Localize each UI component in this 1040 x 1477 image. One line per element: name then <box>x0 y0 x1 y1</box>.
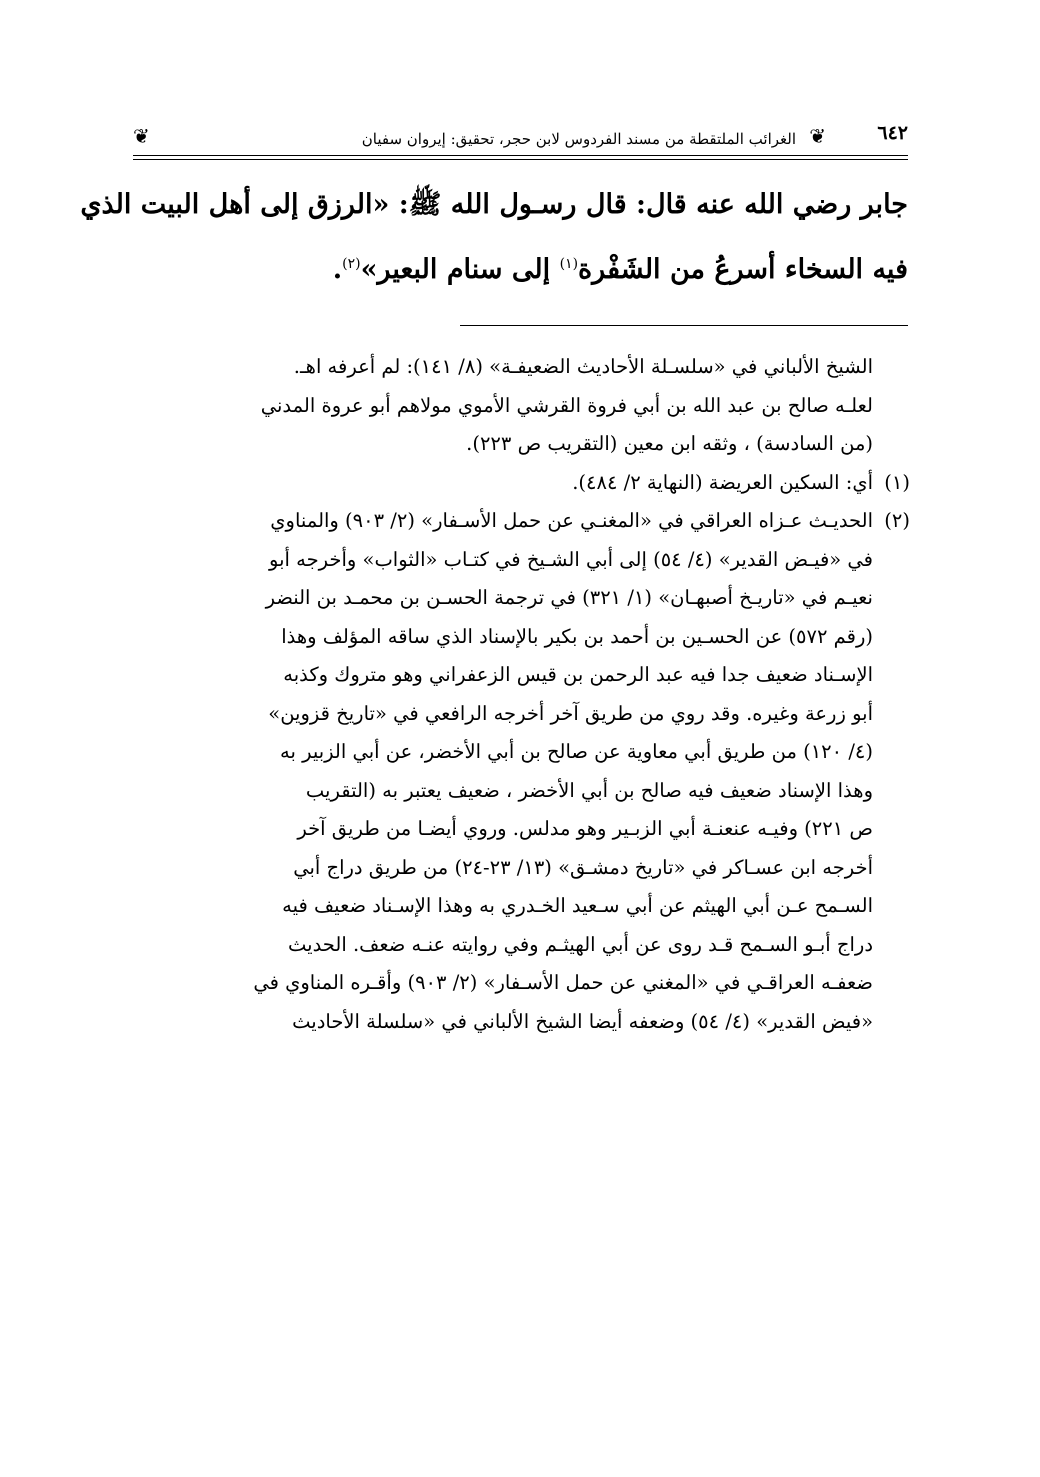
footnote-2-line: أبو زرعة وغيره. وقد روي من طريق آخر أخرجه الرافعي في «تاريخ قزوين» <box>268 701 873 725</box>
footnote-2-line: الإسـناد ضعيف جدا فيه عبد الرحمن بن قيس الزعفراني وهو متروك وكذبه <box>283 663 873 686</box>
running-header <box>133 120 908 156</box>
footnote-1 <box>133 464 908 503</box>
header-rule <box>133 155 908 156</box>
footnote-2-text: الحديـث عـزاه العراقي في «المغنـي عن حمل الأسـفار» (٢/ ٩٠٣) والمناوي <box>270 509 873 532</box>
header-ornament-right-icon: ❦ <box>809 124 826 148</box>
footnote-2-line: نعيـم في «تاريـخ أصبهـان» (١/ ٣٢١) في ترجمة الحسـن بن محمـد بن النضر <box>265 586 873 609</box>
footnote-2-line: ص ٢٢١) وفيـه عنعنـة أبي الزبـير وهو مدلس. وروي أيضـا من طريق آخر <box>297 817 873 840</box>
footnote-1-number: (١) <box>884 470 910 494</box>
main-line-2-text: فيه السخاء أسرعُ من الشَفْرة <box>578 254 908 285</box>
footnote-continued-line: الشيخ الألباني في «سلسـلة الأحاديث الضعيفـة» (٨/ ١٤١): لم أعرفه اهـ. <box>293 355 873 378</box>
footnote-2-number: (٢) <box>884 509 910 532</box>
page-number: ٦٤٢ <box>877 122 908 144</box>
footnote-2-line: السـمح عـن أبي الهيثم عن أبي سـعيد الخـدري به وهذا الإسـناد ضعيف فيه <box>282 894 873 917</box>
header-title: الغرائب الملتقطة من مسند الفردوس لابن حجر، تحقيق: إيروان سفيان <box>361 130 796 148</box>
footnote-ref-2[interactable]: (٢) <box>342 256 361 272</box>
main-line-2-text2: إلى سنام البعير» <box>360 254 560 285</box>
footnote-2-line: ضعفـه العراقـي في «المغني عن حمل الأسـفار» (٢/ ٩٠٣) وأقـره المناوي في <box>253 971 873 994</box>
header-rule-thin <box>133 159 908 160</box>
footnote-2-line: في «فيـض القدير» (٤/ ٥٤) إلى أبي الشـيخ في كتـاب «الثواب» وأخرجه أبو <box>269 547 873 571</box>
footnote-2-line: «فيض القدير» (٤/ ٥٤) وضعفه أيضا الشيخ الألباني في «سلسلة الأحاديث <box>292 1009 873 1033</box>
footnotes <box>133 348 908 1041</box>
footnote-2-line: وهذا الإسناد ضعيف فيه صالح بن أبي الأخضر ، ضعيف يعتبر به (التقريب <box>305 778 873 802</box>
footnote-1-text: أي: السكين العريضة (النهاية ٢/ ٤٨٤). <box>572 470 873 494</box>
footnote-separator <box>460 325 908 326</box>
header-ornament-left-icon: ❦ <box>133 124 150 148</box>
footnote-2-line: أخرجه ابن عسـاكر في «تاريخ دمشـق» (١٣/ ٢٣-٢٤) من طريق دراج أبي <box>293 855 873 879</box>
main-line-2-end: . <box>332 254 343 285</box>
main-line-1: جابر رضي الله عنه قال: قال رسـول الله ﷺ: «الرزق إلى أهل البيت الذي <box>80 189 908 220</box>
footnote-continued-line: لعلـه صالح بن عبد الله بن أبي فروة القرشي الأموي مولاهم أبو عروة المدني <box>260 393 873 417</box>
footnote-2-line: (٤/ ١٢٠) من طريق أبي معاوية عن صالح بن أبي الأخضر، عن أبي الزبير به <box>279 740 873 763</box>
main-line-2 <box>133 237 908 302</box>
main-text <box>80 172 908 302</box>
footnote-continued-line: (من السادسة) ، وثقه ابن معين (التقريب ص ٢٢٣). <box>466 432 873 455</box>
footnote-2-line: (رقم ٥٧٢) عن الحسـين بن أحمد بن بكير بالإسناد الذي ساقه المؤلف وهذا <box>281 624 873 648</box>
footnote-2-line: دراج أبـو السـمح قـد روى عن أبي الهيثـم وفي روايته عنـه ضعف. الحديث <box>288 932 873 956</box>
footnote-ref-1[interactable]: (١) <box>559 256 579 272</box>
footnote-2 <box>133 502 908 541</box>
